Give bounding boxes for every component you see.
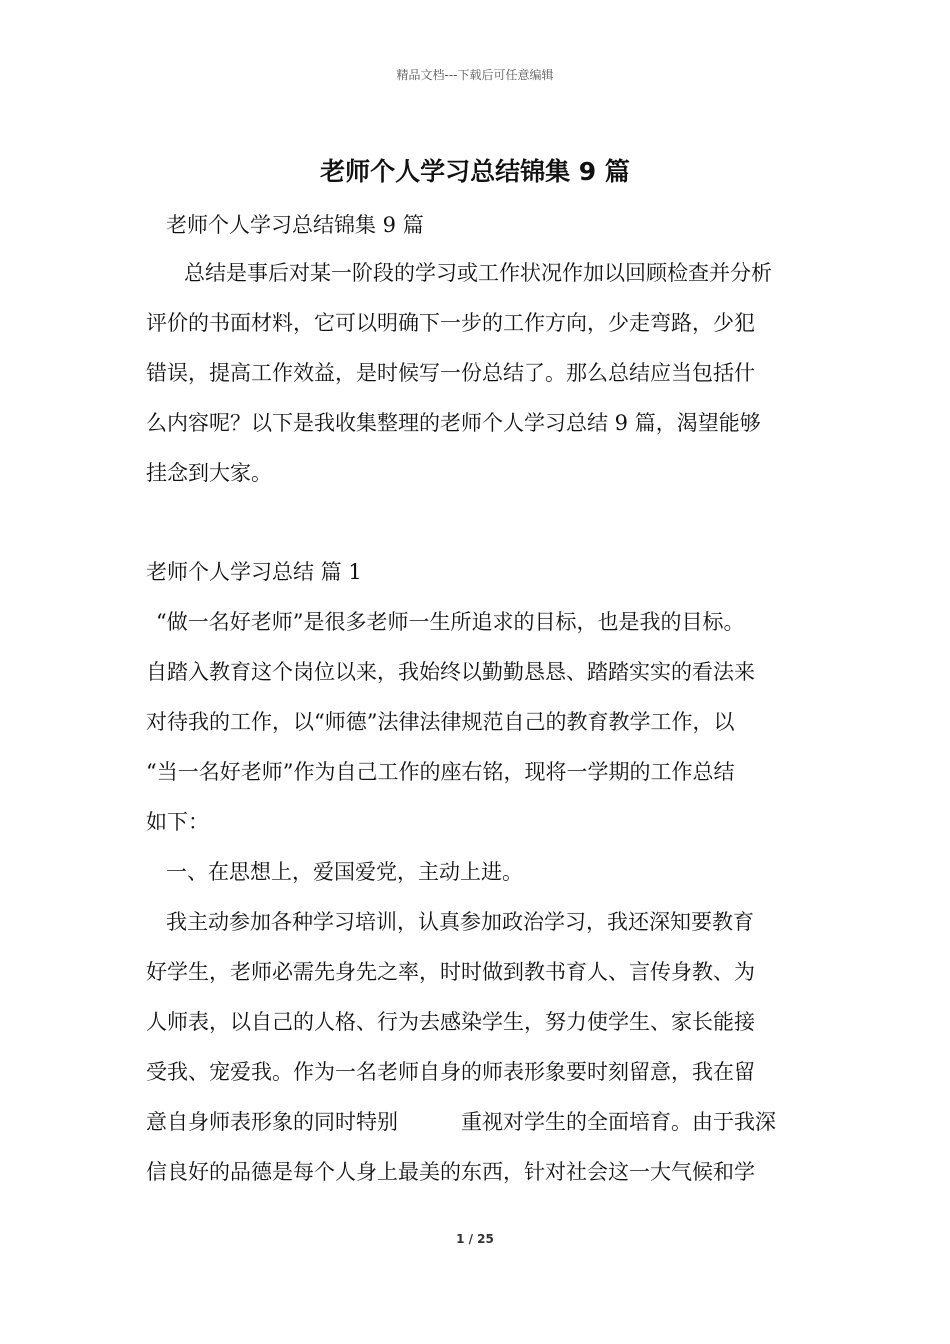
paragraph-line: 总结是事后对某一阶段的学习或工作状况作加以回顾检查并分析 (184, 261, 772, 285)
paragraph-line: “做一名好老师”是很多老师一生所追求的目标，也是我的目标。 (156, 610, 745, 634)
page-number: 1 / 25 (456, 1232, 494, 1246)
paragraph-line: 挂念到大家。 (146, 461, 272, 485)
paragraph-line: 信良好的品德是每个人身上最美的东西，针对社会这一大气候和学 (146, 1160, 755, 1184)
section-heading: 老师个人学习总结 篇 1 (146, 560, 362, 584)
paragraph-line: 我主动参加各种学习培训，认真参加政治学习，我还深知要教育 (166, 910, 754, 934)
page-header: 精品文档---下载后可任意编辑 (396, 68, 554, 82)
paragraph-line: 自踏入教育这个岗位以来，我始终以勤勤恳恳、踏踏实实的看法来 (146, 660, 755, 684)
paragraph-line: 错误，提高工作效益，是时候写一份总结了。那么总结应当包括什 (146, 361, 755, 385)
paragraph-line: 人师表，以自己的人格、行为去感染学生，努力使学生、家长能接 (146, 1010, 755, 1034)
paragraph-line: 意自身师表形象的同时特别 重视对学生的全面培育。由于我深 (146, 1110, 776, 1134)
paragraph-line: 好学生，老师必需先身先之率，时时做到教书育人、言传身教、为 (146, 960, 755, 984)
paragraph-line: 评价的书面材料，它可以明确下一步的工作方向，少走弯路，少犯 (146, 311, 755, 335)
paragraph-line: 受我、宠爱我。作为一名老师自身的师表形象要时刻留意，我在留 (146, 1060, 755, 1084)
paragraph-line: 么内容呢？以下是我收集整理的老师个人学习总结 9 篇，渴望能够 (146, 411, 761, 435)
paragraph-line: 如下： (146, 810, 209, 834)
subtitle-line: 老师个人学习总结锦集 9 篇 (166, 213, 424, 237)
document-title: 老师个人学习总结锦集 9 篇 (320, 157, 630, 186)
paragraph-line: 对待我的工作，以“师德”法律法律规范自己的教育教学工作，以 (146, 710, 735, 734)
paragraph-line: “当一名好老师”作为自己工作的座右铭，现将一学期的工作总结 (146, 760, 735, 784)
subsection-heading: 一、在思想上，爱国爱党，主动上进。 (166, 860, 523, 884)
